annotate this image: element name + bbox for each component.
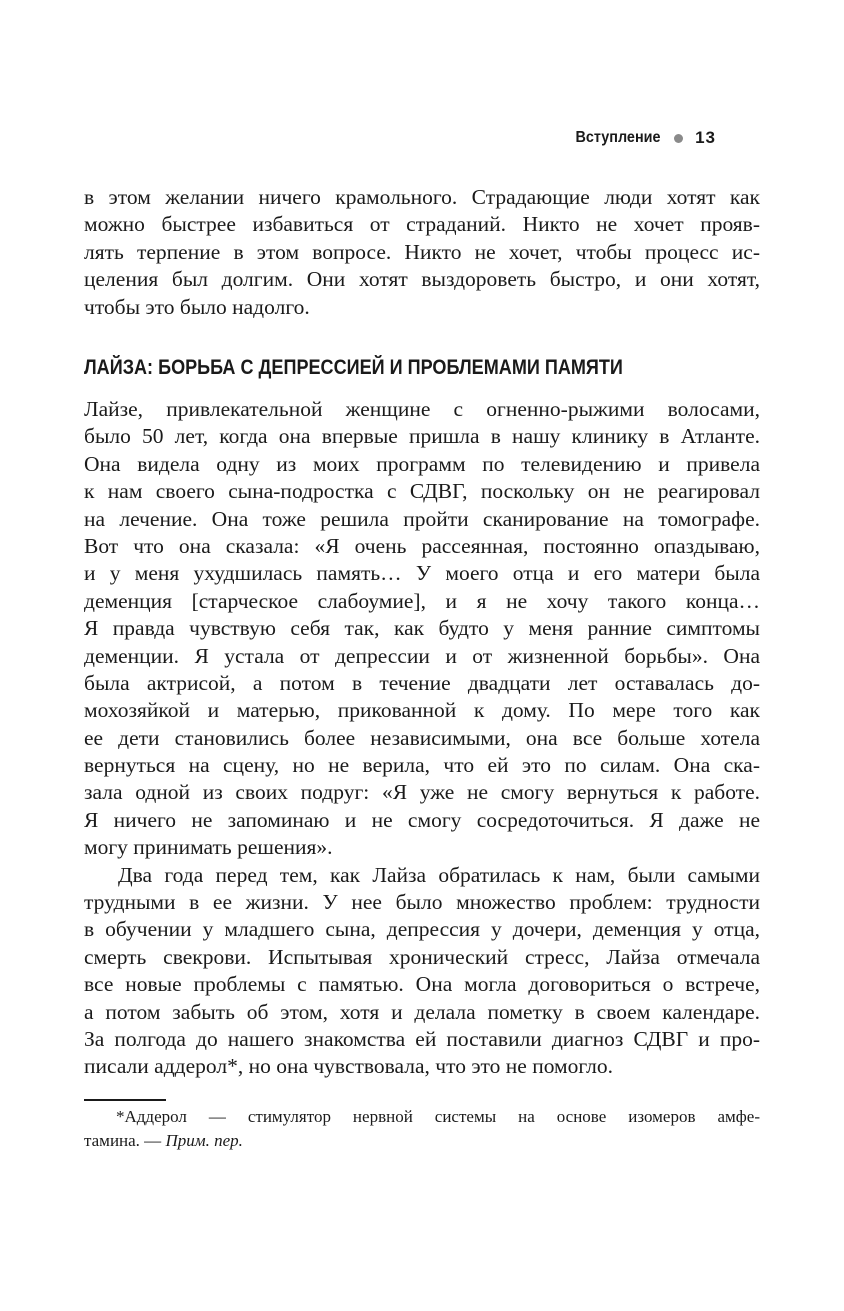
text-line: Вот что она сказала: «Я очень рассеянная, постоянно опаздываю, bbox=[84, 533, 760, 558]
text-line: деменция [старческое слабоумие], и я не хочу такого конца… bbox=[84, 588, 760, 613]
footnote bbox=[84, 1105, 760, 1153]
page-number: 13 bbox=[695, 128, 716, 147]
text-line: Лайзе, привлекательной женщине с огненно-рыжими волосами, bbox=[84, 397, 760, 421]
footnote-text: тамина. — bbox=[84, 1131, 166, 1150]
text-line: целения был долгим. Они хотят выздороветь быстро, и они хотят, bbox=[84, 267, 760, 292]
text-line: За полгода до нашего знакомства ей поставили диагноз СДВГ и про- bbox=[84, 1026, 760, 1051]
text-line: лять терпение в этом вопросе. Никто не хочет, чтобы процесс ис- bbox=[84, 239, 760, 264]
translator-note: Прим. пер. bbox=[165, 1131, 243, 1150]
text-line: мохозяйкой и матерью, прикованной к дому. По мере того как bbox=[84, 698, 760, 723]
text-line: чтобы это было надолго. bbox=[84, 294, 310, 319]
text-line: а потом забыть об этом, хотя и делала пометку в своем календаре. bbox=[84, 999, 760, 1024]
footnote-line: *Аддерол — стимулятор нервной системы на основе изомеров амфе- bbox=[116, 1107, 760, 1126]
text-line: в этом желании ничего крамольного. Страдающие люди хотят как bbox=[84, 185, 760, 209]
section-title: Вступление bbox=[575, 129, 661, 146]
text-line: Я ничего не запоминаю и не смогу сосредоточиться. Я даже не bbox=[84, 807, 760, 832]
paragraph-1 bbox=[84, 184, 760, 321]
text-line: к нам своего сына-подростка с СДВГ, поскольку он не реагировал bbox=[84, 479, 760, 504]
text-line: могу принимать решения». bbox=[84, 835, 333, 860]
text-line: писали аддерол*, но она чувствовала, что это не помогло. bbox=[84, 1054, 613, 1079]
bullet-separator-icon bbox=[674, 134, 683, 143]
text-line: зала одной из своих подруг: «Я уже не смогу вернуться к работе. bbox=[84, 780, 760, 805]
footnote-line bbox=[84, 1129, 760, 1153]
text-line: можно быстрее избавиться от страданий. Никто не хочет прояв- bbox=[84, 212, 760, 237]
text-line: на лечение. Она тоже решила пройти сканирование на томографе. bbox=[84, 506, 760, 531]
text-line: и у меня ухудшилась память… У моего отца и его матери была bbox=[84, 561, 760, 586]
text-line: Я правда чувствую себя так, как будто у меня ранние симптомы bbox=[84, 616, 760, 641]
text-line: все новые проблемы с памятью. Она могла договориться о встрече, bbox=[84, 972, 760, 997]
text-line: деменции. Я устала от депрессии и от жизненной борьбы». Она bbox=[84, 643, 760, 668]
text-line: ее дети становились более независимыми, она все больше хотела bbox=[84, 725, 760, 750]
footnote-divider bbox=[84, 1099, 166, 1101]
paragraphs-2-3 bbox=[84, 396, 760, 1081]
text-line: смерть свекрови. Испытывая хронический стресс, Лайза отмечала bbox=[84, 944, 760, 969]
text-line: была актрисой, а потом в течение двадцати лет оставалась до- bbox=[84, 670, 760, 695]
text-line: было 50 лет, когда она впервые пришла в нашу клинику в Атланте. bbox=[84, 424, 760, 449]
text-line: трудными в ее жизни. У нее было множество проблем: трудности bbox=[84, 890, 760, 915]
text-line: в обучении у младшего сына, депрессия у дочери, деменция у отца, bbox=[84, 917, 760, 942]
section-heading: ЛАЙЗА: БОРЬБА С ДЕПРЕССИЕЙ И ПРОБЛЕМАМИ ПАМЯТИ bbox=[84, 356, 623, 379]
text-line: вернуться на сцену, но не верила, что ей это по силам. Она ска- bbox=[84, 753, 760, 778]
text-line: Два года перед тем, как Лайза обратилась к нам, были самыми bbox=[118, 862, 760, 887]
running-head bbox=[566, 126, 716, 150]
text-line: Она видела одну из моих программ по телевидению и привела bbox=[84, 451, 760, 476]
